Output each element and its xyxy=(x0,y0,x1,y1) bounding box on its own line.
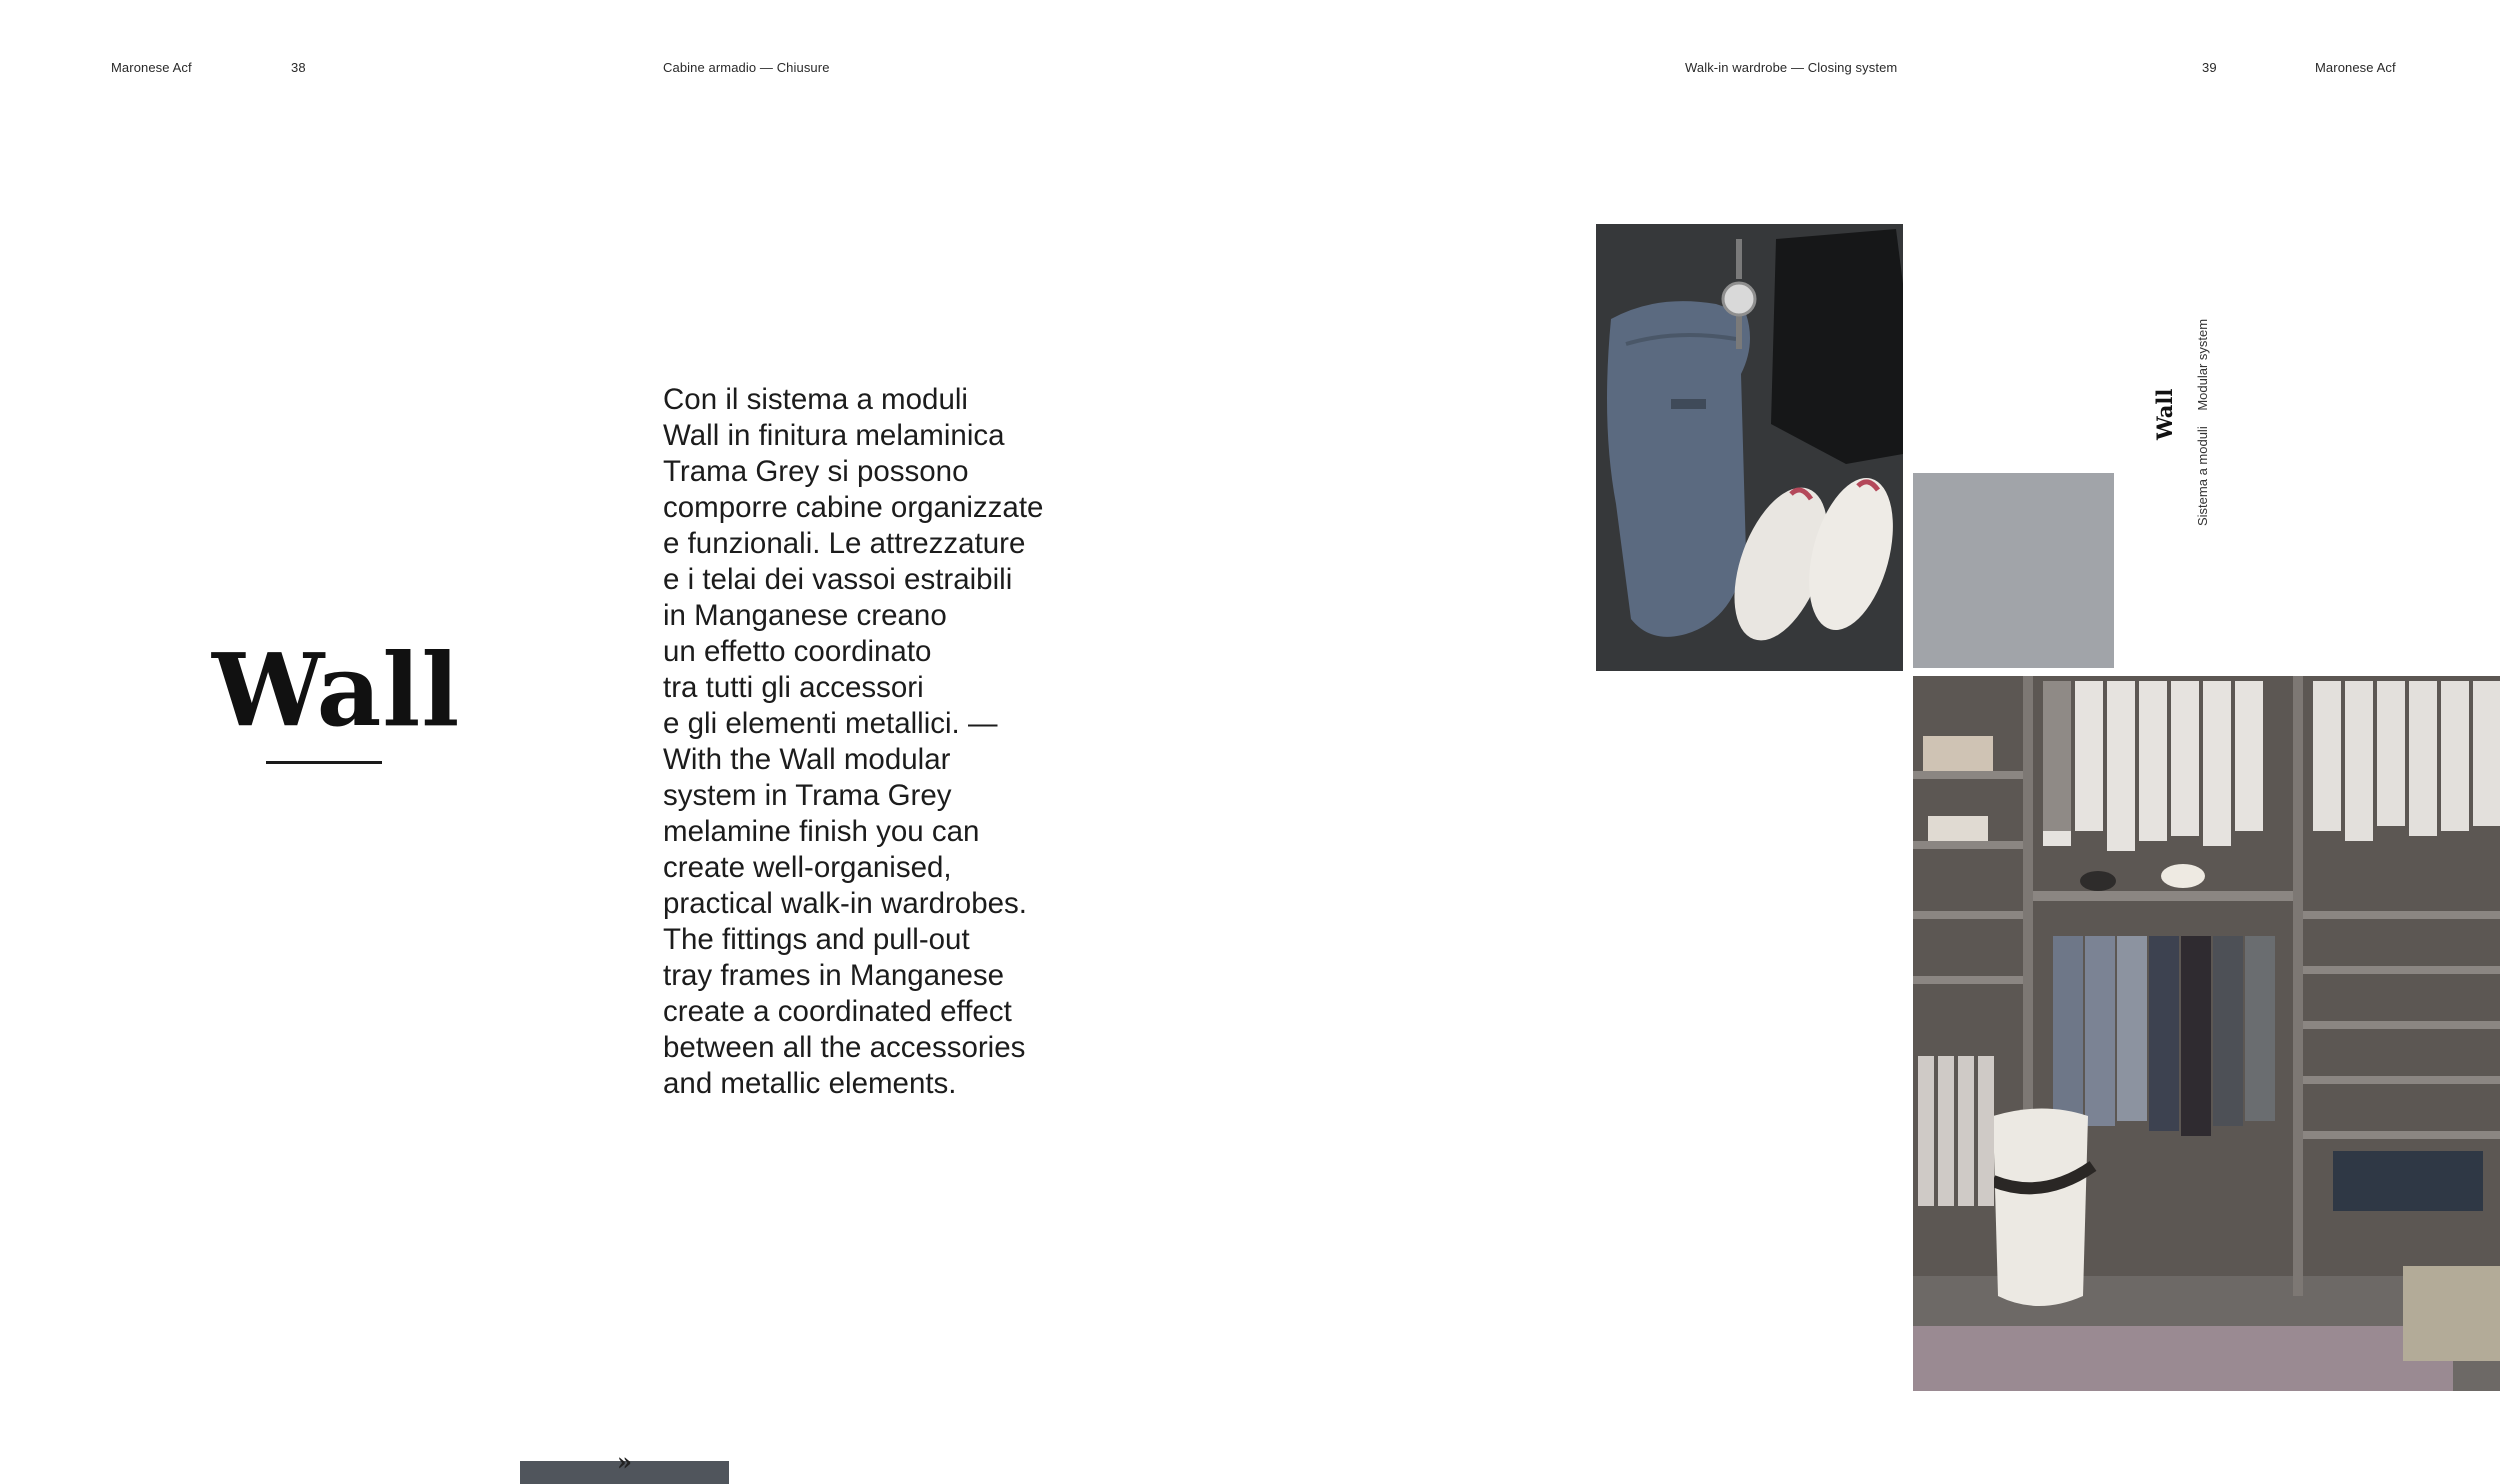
color-swatch-trama-grey xyxy=(1913,473,2114,668)
body-line: tra tutti gli accessori xyxy=(663,671,924,704)
body-line: e gli elementi metallici. — xyxy=(663,707,998,740)
body-line: With the Wall modular xyxy=(663,743,951,776)
section-title-right: Walk-in wardrobe — Closing system xyxy=(1685,60,1898,75)
flatlay-clothing-photo xyxy=(1596,224,1903,671)
body-line: in Manganese creano xyxy=(663,599,947,632)
title-underline xyxy=(266,761,382,764)
body-line: Trama Grey si possono xyxy=(663,455,969,488)
body-line: comporre cabine organizzate xyxy=(663,491,1044,524)
page-number-right: 39 xyxy=(2202,60,2217,75)
body-line: The fittings and pull-out xyxy=(663,923,970,956)
body-line: e funzionali. Le attrezzature xyxy=(663,527,1026,560)
body-line: tray frames in Manganese xyxy=(663,959,1005,992)
brand-name-right: Maronese Acf xyxy=(2315,60,2396,75)
side-caption-title: Wall xyxy=(2152,388,2177,440)
body-line: system in Trama Grey xyxy=(663,779,952,812)
pouf-shape xyxy=(1993,1109,2088,1307)
page-number-left: 38 xyxy=(291,60,306,75)
body-line: Wall in finitura melaminica xyxy=(663,419,1005,452)
side-caption-subtitle-en: Modular system xyxy=(2195,318,2210,411)
body-text xyxy=(663,382,1083,1102)
tshirt-shape xyxy=(1771,229,1903,464)
watch-shape xyxy=(1723,283,1755,315)
brand-name-left: Maronese Acf xyxy=(111,60,192,75)
body-line: practical walk-in wardrobes. xyxy=(663,887,1027,920)
next-page-icon: » xyxy=(617,1447,632,1476)
flatlay-illustration xyxy=(1596,224,1903,671)
side-caption-subtitle xyxy=(2195,307,2210,526)
wardrobe-illustration xyxy=(1913,676,2500,1391)
walk-in-wardrobe-photo xyxy=(1913,676,2500,1391)
product-title: Wall xyxy=(212,631,461,749)
body-line: melamine finish you can xyxy=(663,815,980,848)
body-line: create well-organised, xyxy=(663,851,952,884)
body-line: un effetto coordinato xyxy=(663,635,932,668)
body-line: Con il sistema a moduli xyxy=(663,383,968,416)
next-page-tab[interactable] xyxy=(520,1447,729,1484)
trousers-shape xyxy=(1607,301,1750,637)
section-title-left: Cabine armadio — Chiusure xyxy=(663,60,830,75)
body-line: create a coordinated effect xyxy=(663,995,1012,1028)
body-line: and metallic elements. xyxy=(663,1067,957,1100)
side-caption-subtitle-it: Sistema a moduli xyxy=(2195,426,2210,526)
body-line: between all the accessories xyxy=(663,1031,1026,1064)
body-line: e i telai dei vassoi estraibili xyxy=(663,563,1013,596)
